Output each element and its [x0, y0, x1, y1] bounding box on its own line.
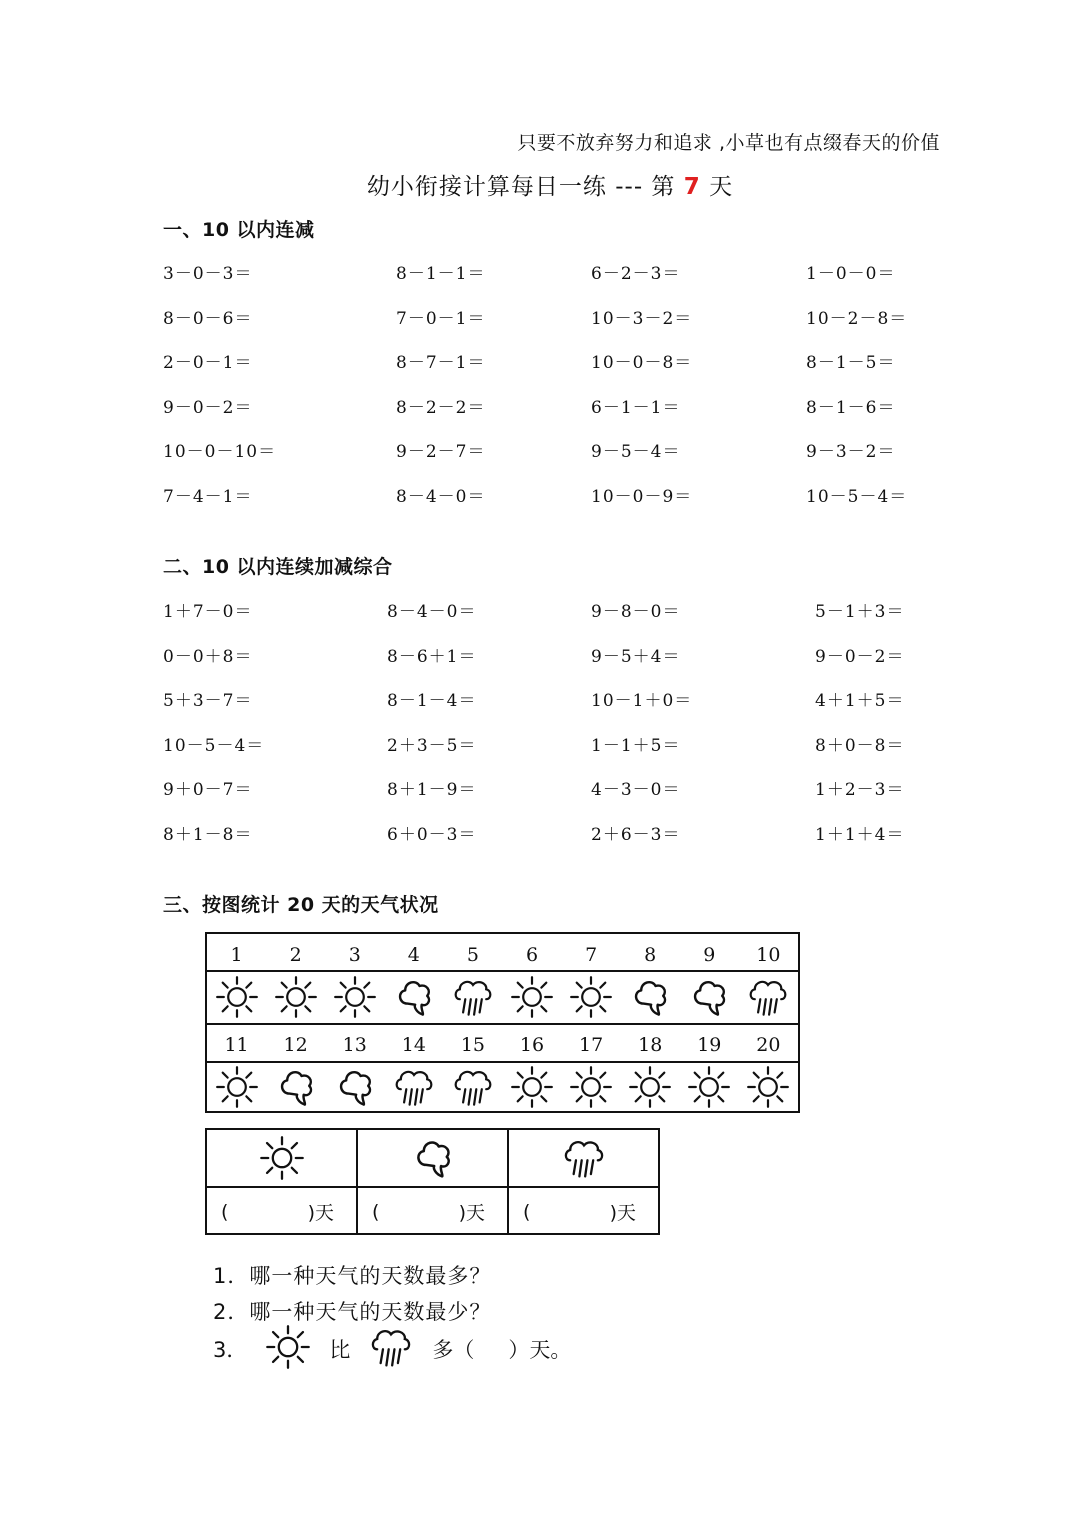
section2-grid	[163, 597, 923, 864]
day-number: 9	[703, 944, 716, 966]
cloud-icon	[384, 972, 443, 1022]
equation: 9－5＋4＝	[591, 646, 681, 667]
sun-icon	[562, 972, 621, 1022]
equation: 1－1＋5＝	[591, 735, 681, 756]
cloud-icon	[680, 972, 739, 1022]
equation: 9－0－2＝	[163, 397, 253, 418]
equation-row	[163, 393, 923, 438]
equation: 2－0－1＝	[163, 353, 253, 373]
equation-row	[163, 597, 923, 642]
day-number: 7	[585, 944, 598, 966]
sun-icon	[207, 1063, 266, 1111]
equation: 9－0－2＝	[815, 646, 905, 667]
day-number: 20	[756, 1034, 781, 1056]
day-number: 4	[407, 944, 420, 966]
day-number: 11	[224, 1034, 249, 1056]
equation: 8－0－6＝	[163, 308, 253, 329]
equation: 8－2－2＝	[396, 397, 486, 418]
day-number: 12	[283, 1034, 308, 1056]
equation-row	[163, 259, 923, 304]
question-2: 2．哪一种天气的天数最少？	[213, 1300, 492, 1324]
equation: 8－4－0＝	[396, 486, 486, 507]
question-1: 1．哪一种天气的天数最多？	[213, 1264, 492, 1288]
count-open-paren: (	[523, 1200, 531, 1223]
day-number: 1	[230, 944, 243, 966]
equation: 10－0－8＝	[591, 353, 693, 373]
day-number: 3	[348, 944, 361, 966]
equation: 10－0－10＝	[163, 442, 277, 462]
day-number: 19	[697, 1034, 722, 1056]
sun-icon	[207, 972, 266, 1022]
question-3-more: 多（	[432, 1338, 475, 1362]
equation: 10－3－2＝	[591, 308, 693, 329]
equation: 2＋6－3＝	[591, 824, 681, 845]
equation: 0－0＋8＝	[163, 646, 253, 667]
day-number: 8	[644, 944, 657, 966]
equation-row	[163, 686, 923, 731]
equation: 8－4－0＝	[387, 602, 477, 622]
equation: 5－1＋3＝	[815, 602, 905, 622]
count-answer-blank[interactable]	[207, 1188, 356, 1235]
sun-icon	[207, 1130, 356, 1188]
equation: 8－6＋1＝	[387, 646, 477, 667]
day-number: 13	[342, 1034, 367, 1056]
equation-row	[163, 482, 923, 527]
cloud-icon	[266, 1063, 325, 1111]
equation-row	[163, 820, 923, 865]
equation: 7－0－1＝	[396, 308, 486, 329]
sun-icon	[266, 972, 325, 1022]
count-close-label: )天	[458, 1202, 485, 1224]
rain-icon	[509, 1130, 658, 1188]
equation-row	[163, 775, 923, 820]
weather-days-row-1	[207, 940, 798, 970]
equation: 6－2－3＝	[591, 264, 681, 284]
day-number: 16	[519, 1034, 545, 1056]
count-column	[207, 1130, 358, 1233]
equation: 8＋1－9＝	[387, 780, 477, 800]
section1-heading: 一、10 以内连减	[163, 219, 315, 241]
rain-icon	[739, 972, 798, 1022]
equation: 8－1－4＝	[387, 691, 477, 711]
count-column	[509, 1130, 658, 1233]
sun-icon	[502, 972, 561, 1022]
equation: 8－1－1＝	[396, 264, 486, 284]
section2-heading: 二、10 以内连续加减综合	[163, 556, 393, 578]
equation: 9－8－0＝	[591, 602, 681, 622]
equation: 5＋3－7＝	[163, 691, 253, 711]
equation: 9＋0－7＝	[163, 780, 253, 800]
motto: 只要不放弃努力和追求 ,小草也有点缀春天的价值	[517, 132, 940, 154]
question-3-number: 3．	[213, 1338, 248, 1362]
equation-row	[163, 348, 923, 393]
equation: 2＋3－5＝	[387, 735, 477, 756]
title-suffix: 天	[709, 174, 734, 200]
day-number: 2	[289, 944, 302, 966]
day-number: 14	[401, 1034, 426, 1056]
weather-icons-row-2	[207, 1063, 798, 1111]
rain-icon	[384, 1063, 443, 1111]
count-answer-blank[interactable]	[358, 1188, 507, 1235]
question-3-close: ）天。	[508, 1338, 572, 1362]
equation: 6－1－1＝	[591, 397, 681, 418]
count-close-label: )天	[609, 1202, 636, 1224]
count-answer-blank[interactable]	[509, 1188, 658, 1235]
rain-icon	[443, 1063, 502, 1111]
sun-icon	[265, 1324, 311, 1375]
cloud-icon	[621, 972, 680, 1022]
equation: 9－5－4＝	[591, 442, 681, 462]
sun-icon	[502, 1063, 561, 1111]
equation: 9－2－7＝	[396, 442, 486, 462]
sun-icon	[562, 1063, 621, 1111]
equation-row	[163, 642, 923, 687]
day-number: 17	[579, 1034, 604, 1056]
weather-table	[205, 932, 800, 1113]
title-prefix: 幼小衔接计算每日一练 --- 第	[366, 174, 676, 200]
day-number: 15	[460, 1034, 486, 1056]
equation: 1＋1＋4＝	[815, 824, 905, 845]
day-number: 6	[525, 944, 539, 966]
equation: 6＋0－3＝	[387, 824, 477, 845]
day-number: 10	[756, 944, 781, 966]
question-3	[213, 1326, 589, 1372]
equation: 4＋1＋5＝	[815, 691, 905, 711]
count-close-label: )天	[307, 1202, 334, 1224]
equation: 10－2－8＝	[806, 308, 908, 329]
weather-days-row-2	[207, 1030, 798, 1060]
equation: 1－0－0＝	[806, 264, 896, 284]
equation-row	[163, 304, 923, 349]
equation: 1＋2－3＝	[815, 780, 905, 800]
section1-grid	[163, 259, 923, 526]
title-day-number: 7	[683, 174, 701, 200]
count-column	[358, 1130, 509, 1233]
cloud-icon	[325, 1063, 384, 1111]
question-3-compare: 比	[329, 1338, 351, 1362]
equation-row	[163, 731, 923, 776]
sun-icon	[680, 1063, 739, 1111]
equation: 10－1＋0＝	[591, 691, 693, 711]
equation: 8－1－6＝	[806, 397, 896, 418]
equation: 9－3－2＝	[806, 442, 896, 462]
weather-icons-row-1	[207, 972, 798, 1022]
cloud-icon	[358, 1130, 507, 1188]
equation-row	[163, 437, 923, 482]
equation: 8－7－1＝	[396, 353, 486, 373]
equation: 7－4－1＝	[163, 486, 253, 507]
count-open-paren: (	[221, 1200, 229, 1223]
equation: 8＋1－8＝	[163, 824, 253, 845]
rain-icon	[443, 972, 502, 1022]
equation: 4－3－0＝	[591, 780, 681, 800]
equation: 8－1－5＝	[806, 353, 896, 373]
sun-icon	[621, 1063, 680, 1111]
sun-icon	[739, 1063, 798, 1111]
equation: 10－5－4＝	[163, 735, 265, 756]
equation: 3－0－3＝	[163, 264, 253, 284]
equation: 1＋7－0＝	[163, 602, 253, 622]
equation: 8＋0－8＝	[815, 735, 905, 756]
count-open-paren: (	[372, 1200, 380, 1223]
day-number: 18	[638, 1034, 663, 1056]
section3-heading: 三、按图统计 20 天的天气状况	[163, 894, 439, 916]
sun-icon	[325, 972, 384, 1022]
equation: 10－5－4＝	[806, 486, 908, 507]
day-number: 5	[466, 944, 479, 966]
equation: 10－0－9＝	[591, 486, 693, 507]
weather-count-table	[205, 1128, 660, 1235]
rain-icon	[368, 1324, 414, 1375]
page-title	[0, 168, 1080, 201]
